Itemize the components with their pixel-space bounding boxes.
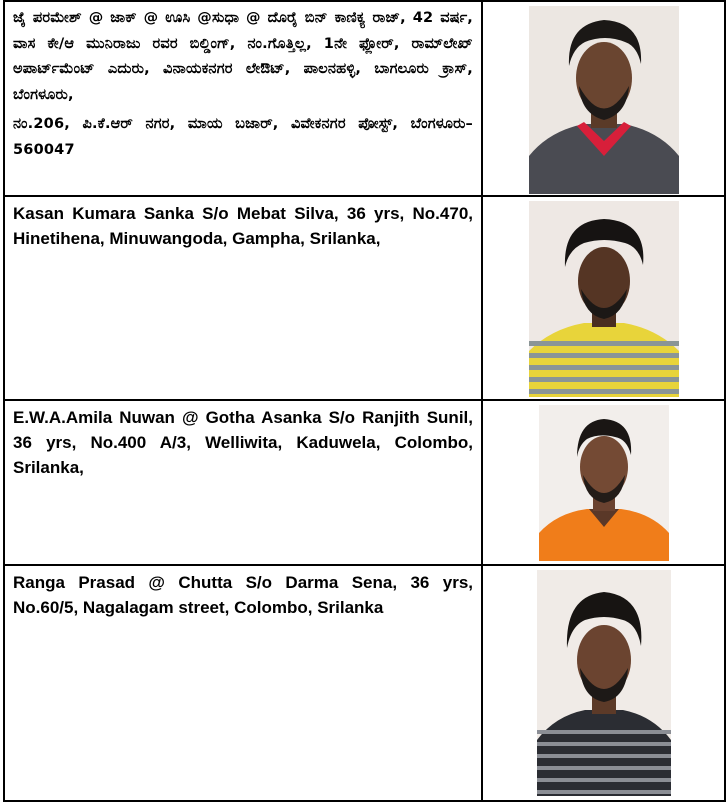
accused-photo [529, 201, 679, 397]
table-row [4, 400, 725, 565]
photo-cell [482, 400, 725, 565]
table-row [4, 196, 725, 400]
accused-details-text: Ranga Prasad @ Chutta S/o Darma Sena, 36 yrs, No.60/5, Nagalagam street, Colombo, Srilanka [13, 573, 473, 617]
photo-cell [482, 196, 725, 400]
details-cell [4, 1, 482, 196]
table-row [4, 1, 725, 196]
accused-details-text: Kasan Kumara Sanka S/o Mebat Silva, 36 yrs, No.470, Hinetihena, Minuwangoda, Gampha, Srilanka, [13, 204, 473, 248]
table-row [4, 565, 725, 801]
details-cell [4, 400, 482, 565]
accused-details-text: ಜೈ ಪರಮೇಶ್ @ ಜಾಕ್ @ ಊಸಿ @ಸುಧಾ @ ದೊರೈ ಬಿನ್ ಕಾಣಿಕ್ಯ ರಾಜ್, 42 ವರ್ಷ, ವಾಸ ಕೇ/ಆ ಮುನಿರಾಜು ರವರ ಬಿಲ್ಡಿಂಗ್, ನಂ.ಗೊತ್ತಿಲ್ಲ, 1ನೇ ಫ್ಲೋರ್, ರಾಮ್‌ಲೇಖ್ ಅಪಾರ್ಟ್‌ಮೆಂಟ್ ಎದುರು, ವಿನಾಯಕನಗರ ಲೇಔಟ್, ಪಾಲನಹಳ್ಳಿ, ಬಾಗಲೂರು ಕ್ರಾಸ್, ಬೆಂಗಳೂರು, [13, 10, 473, 103]
details-cell [4, 196, 482, 400]
accused-photo [539, 405, 669, 561]
details-cell [4, 565, 482, 801]
accused-alternate-address-text: ನಂ.206, ಪಿ.ಕೆ.ಆರ್ ನಗರ, ಮಾಯ ಬಜಾರ್, ವಿವೇಕನಗರ ಪೋಸ್ಟ್, ಬೆಂಗಳೂರು–560047 [13, 116, 473, 158]
accused-records-table [3, 0, 726, 802]
photo-cell [482, 1, 725, 196]
accused-photo [529, 6, 679, 194]
accused-photo [537, 570, 671, 796]
photo-cell [482, 565, 725, 801]
photo-shirt [537, 710, 671, 796]
accused-details-text: E.W.A.Amila Nuwan @ Gotha Asanka S/o Ranjith Sunil, 36 yrs, No.400 A/3, Welliwita, Kaduwela, Colombo, Srilanka, [13, 408, 473, 477]
